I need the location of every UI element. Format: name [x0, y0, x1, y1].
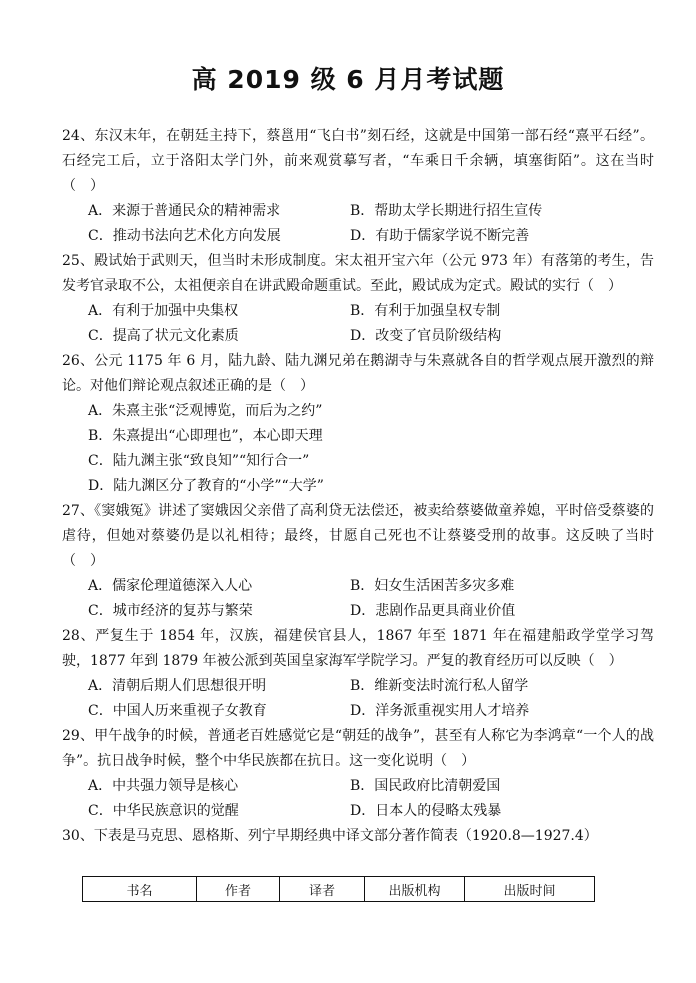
question-26	[62, 349, 654, 499]
table-header-row	[83, 877, 595, 902]
option-c: C．陆九渊主张“致良知”“知行合一”	[88, 453, 310, 469]
question-29	[62, 724, 654, 824]
option-b: B．国民政府比清朝爱国	[350, 778, 501, 794]
question-stem: 27、《窦娥冤》讲述了窦娥因父亲借了高利贷无法偿还，被卖给蔡婆做童养媳，平时倍受蔡婆的虐待，但她对蔡婆仍是以礼相待；最终，甘愿自己死也不让蔡婆受刑的故事。这反映了当时（ ）	[62, 503, 654, 569]
option-d: D．日本人的侵略太残暴	[350, 803, 502, 819]
option-a: A．有利于加强中央集权	[88, 303, 239, 319]
table-header-cell: 译者	[280, 877, 365, 902]
option-d: D．改变了官员阶级结构	[350, 328, 502, 344]
question-stem: 25、殿试始于武则天，但当时未形成制度。宋太祖开宝六年（公元 973 年）有落第的考生，告发考官录取不公，太祖便亲自在讲武殿命题重试。至此，殿试成为定式。殿试的实行（ ）	[62, 253, 654, 294]
table-header-cell: 作者	[197, 877, 280, 902]
question-stem: 28、严复生于 1854 年，汉族，福建侯官县人，1867 年至 1871 年在福建船政学堂学习驾驶，1877 年到 1879 年被公派到英国皇家海军学院学习。严复的教育经历可以反映（ ）	[62, 628, 654, 669]
option-a: A．清朝后期人们思想很开明	[88, 678, 267, 694]
question-options	[62, 574, 654, 624]
question-28	[62, 624, 654, 724]
option-c: C．城市经济的复苏与繁荣	[88, 603, 253, 619]
question-options	[62, 199, 654, 249]
option-a: A．中共强力领导是核心	[88, 778, 239, 794]
option-b: B．妇女生活困苦多灾多难	[350, 578, 515, 594]
option-d: D．陆九渊区分了教育的“小学”“大学”	[88, 478, 324, 494]
question-27	[62, 499, 654, 624]
question-30	[62, 824, 654, 849]
option-b: B．有利于加强皇权专制	[350, 303, 501, 319]
question-stem: 29、甲午战争的时候，普通老百姓感觉它是“朝廷的战争”，甚至有人称它为李鸿章“一个人的战争”。抗日战争时候，整个中华民族都在抗日。这一变化说明（ ）	[62, 728, 654, 769]
option-a: A．来源于普通民众的精神需求	[88, 203, 281, 219]
question-25	[62, 249, 654, 349]
option-b: B．维新变法时流行私人留学	[350, 678, 529, 694]
table-header-cell: 书名	[83, 877, 197, 902]
table-header-cell: 出版机构	[365, 877, 465, 902]
question-24	[62, 124, 654, 249]
works-table-wrapper	[82, 876, 595, 902]
option-c: C．推动书法向艺术化方向发展	[88, 228, 281, 244]
works-table	[82, 876, 595, 902]
option-b: B．帮助太学长期进行招生宣传	[350, 203, 543, 219]
option-d: D．洋务派重视实用人才培养	[350, 703, 530, 719]
question-list	[62, 124, 654, 849]
question-stem: 30、下表是马克思、恩格斯、列宁早期经典中译文部分著作简表（1920.8—1927.4）	[62, 828, 598, 844]
question-options	[62, 299, 654, 349]
option-c: C．中国人历来重视子女教育	[88, 703, 267, 719]
option-a: A．朱熹主张“泛观博览，而后为之约”	[88, 403, 323, 419]
question-stem: 26、公元 1175 年 6 月，陆九龄、陆九渊兄弟在鹅湖寺与朱熹就各自的哲学观点展开激烈的辩论。对他们辩论观点叙述正确的是（ ）	[62, 353, 654, 394]
option-d: D．有助于儒家学说不断完善	[350, 228, 530, 244]
option-c: C．提高了状元文化素质	[88, 328, 239, 344]
question-stem: 24、东汉末年，在朝廷主持下，蔡邕用“飞白书”刻石经，这就是中国第一部石经“熹平石经”。石经完工后，立于洛阳太学门外，前来观赏摹写者，“车乘日千余辆，填塞街陌”。这在当时（ ）	[62, 128, 654, 194]
option-b: B．朱熹提出“心即理也”，本心即天理	[88, 428, 323, 444]
option-c: C．中华民族意识的觉醒	[88, 803, 239, 819]
exam-title: 高 2019 级 6 月月考试题	[191, 65, 505, 94]
option-d: D．悲剧作品更具商业价值	[350, 603, 516, 619]
table-header-cell: 出版时间	[465, 877, 595, 902]
question-options	[62, 399, 654, 499]
question-options	[62, 774, 654, 824]
option-a: A．儒家伦理道德深入人心	[88, 578, 253, 594]
question-options	[62, 674, 654, 724]
